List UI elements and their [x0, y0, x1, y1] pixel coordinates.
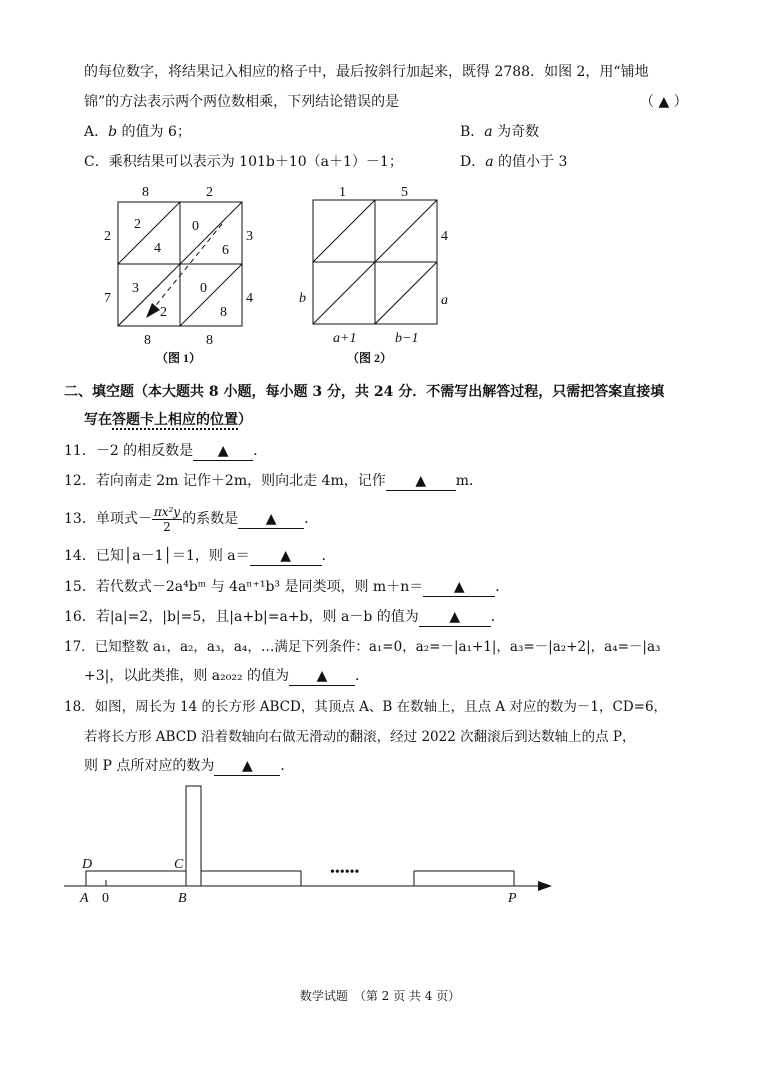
question-12: 12．若向南走 2m 记作＋2m，则向北走 4m，记作 ▲ m．: [64, 473, 484, 489]
question-17: 17．已知整数 a₁，a₂，a₃，a₄，…满足下列条件：a₁=0，a₂=－|a₁+1|，a₃=－|a₂+2|，a₄=－|a₃: [64, 639, 661, 655]
fig1-cell: 0: [192, 219, 199, 234]
fig1-cell: 8: [220, 305, 227, 320]
question-14: 14．已知│a－1│＝1，则 a＝ ▲ ．: [64, 548, 336, 564]
fig1-cell: 6: [222, 243, 229, 258]
section-title: 二、填空题（本大题共 8 小题，每小题 3 分，共 24 分．不需写出解答过程，只需把答案直接填: [64, 384, 665, 400]
arrow-head-icon: [146, 303, 160, 318]
question-16: 16．若|a|=2，|b|=5，且|a+b|=a+b，则 a－b 的值为 ▲ ．: [64, 609, 505, 625]
fig2-right-2: a: [441, 293, 448, 308]
question-18-line-3: 则 P 点所对应的数为 ▲ ．: [84, 758, 295, 774]
fig2-top-1: 1: [339, 185, 346, 200]
fig1-cell: 4: [154, 241, 161, 256]
label-c: C: [174, 857, 184, 872]
axis-arrow-icon: [538, 881, 552, 891]
fig1-bottom-1: 8: [144, 333, 151, 348]
ellipsis-dots: ••••••: [330, 865, 360, 880]
question-13: 13．单项式－ $\frac{\text{πx²y}}{2}$ 的系数是 ▲ ．: [64, 504, 319, 534]
fig2-bottom-2: b−1: [395, 331, 419, 346]
section-title-line-2: 写在答题卡上相应的位置）: [84, 412, 252, 428]
fig1-bottom-2: 8: [206, 333, 213, 348]
fig1-top-2: 2: [206, 185, 213, 200]
label-p: P: [508, 891, 517, 906]
option-b: B．a 为奇数: [460, 124, 540, 140]
fig2-left: b: [299, 291, 306, 306]
option-d: D．a 的值小于 3: [460, 154, 568, 170]
page-footer: 数学试题 （第 2 页 共 4 页）: [299, 989, 461, 1003]
option-c: C．乘积结果可以表示为 101b＋10（a＋1）－1；: [84, 154, 403, 170]
figure-2: [295, 182, 465, 367]
question-17-line-2: +3|，以此类推，则 a₂₀₂₂ 的值为 ▲ ．: [84, 668, 370, 684]
fig1-caption: （图 1）: [156, 351, 202, 365]
fig1-cell: 0: [200, 281, 207, 296]
fraction: $\frac{\text{πx²y}}{2}$: [153, 504, 181, 534]
label-b: B: [178, 891, 187, 906]
intro-line-1: 的每位数字，将结果记入相应的格子中，最后按斜行加起来，既得 2788．如图 2，用“铺地: [84, 64, 649, 80]
fig1-top-1: 8: [142, 185, 149, 200]
option-a: A．b 的值为 6；: [84, 124, 191, 140]
fig1-cell: 2: [134, 217, 141, 232]
fig1-cell: 2: [160, 305, 167, 320]
label-zero: 0: [102, 891, 109, 906]
fig2-bottom-1: a+1: [333, 331, 357, 346]
question-11: 11．－2 的相反数是 ▲ ．: [64, 443, 268, 459]
question-18: 18．如图，周长为 14 的长方形 ABCD，其顶点 A、B 在数轴上，且点 A 对应的数为－1，CD=6，: [64, 699, 668, 715]
label-d: D: [82, 857, 93, 872]
fig2-right-1: 4: [441, 229, 448, 244]
fig1-right-2: 4: [246, 291, 253, 306]
question-18-line-2: 若将长方形 ABCD 沿着数轴向右做无滑动的翻滚，经过 2022 次翻滚后到达数轴上的点 P，: [84, 729, 636, 745]
fig2-top-2: 5: [401, 185, 408, 200]
number-line-figure: [60, 780, 560, 910]
question-15: 15．若代数式－2a⁴bᵐ 与 4aⁿ⁺¹b³ 是同类项，则 m＋n＝ ▲ ．: [64, 579, 510, 595]
fig1-left-1: 2: [104, 229, 111, 244]
figure-1: [100, 182, 270, 367]
answer-mark: （ ▲ ）: [640, 94, 688, 110]
label-a: A: [80, 891, 89, 906]
fig1-cell: 3: [132, 281, 139, 296]
intro-line-2: 锦”的方法表示两个两位数相乘，下列结论错误的是: [84, 94, 400, 110]
fig2-caption: （图 2）: [347, 351, 393, 365]
fig1-left-2: 7: [104, 291, 111, 306]
fig1-right-1: 3: [246, 229, 253, 244]
